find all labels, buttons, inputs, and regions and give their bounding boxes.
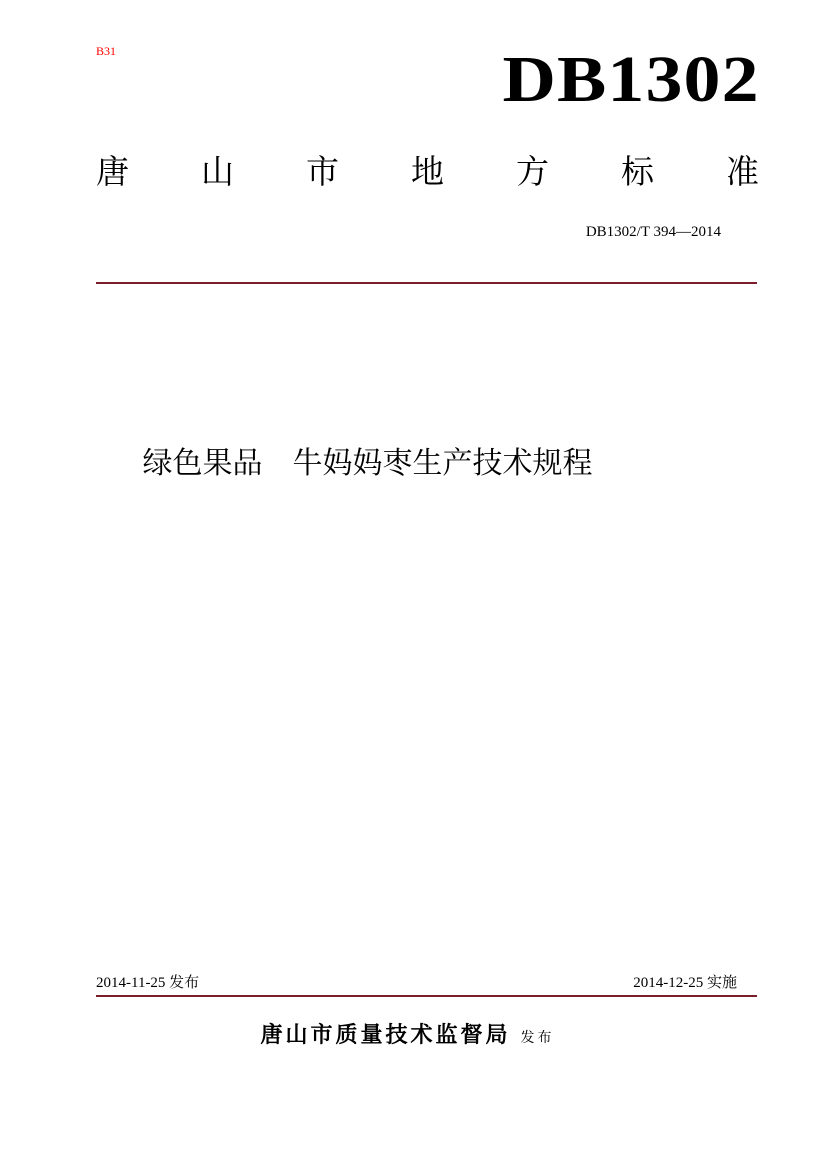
title-char: 唐 xyxy=(96,152,129,191)
publisher-line xyxy=(0,1018,815,1056)
classification-code: B31 xyxy=(96,44,117,58)
title-char: 地 xyxy=(411,152,444,191)
bottom-divider xyxy=(96,995,757,997)
standard-category-title xyxy=(96,150,759,194)
top-divider xyxy=(96,282,757,284)
publisher-name: 唐山市质量技术监督局 xyxy=(260,1023,511,1048)
title-char: 市 xyxy=(306,152,339,191)
standard-code-heading: DB1302 xyxy=(502,43,760,116)
issue-date: 2014-11-25 发布 xyxy=(96,975,200,991)
publisher-suffix: 发布 xyxy=(520,1030,555,1046)
effective-date: 2014-12-25 实施 xyxy=(633,975,737,991)
title-char: 山 xyxy=(201,152,234,191)
document-title: 绿色果品 牛妈妈枣生产技术规程 xyxy=(142,446,593,481)
title-char: 准 xyxy=(726,152,759,191)
title-char: 方 xyxy=(516,152,549,191)
title-char: 标 xyxy=(621,152,654,191)
standard-number: DB1302/T 394—2014 xyxy=(585,224,721,240)
